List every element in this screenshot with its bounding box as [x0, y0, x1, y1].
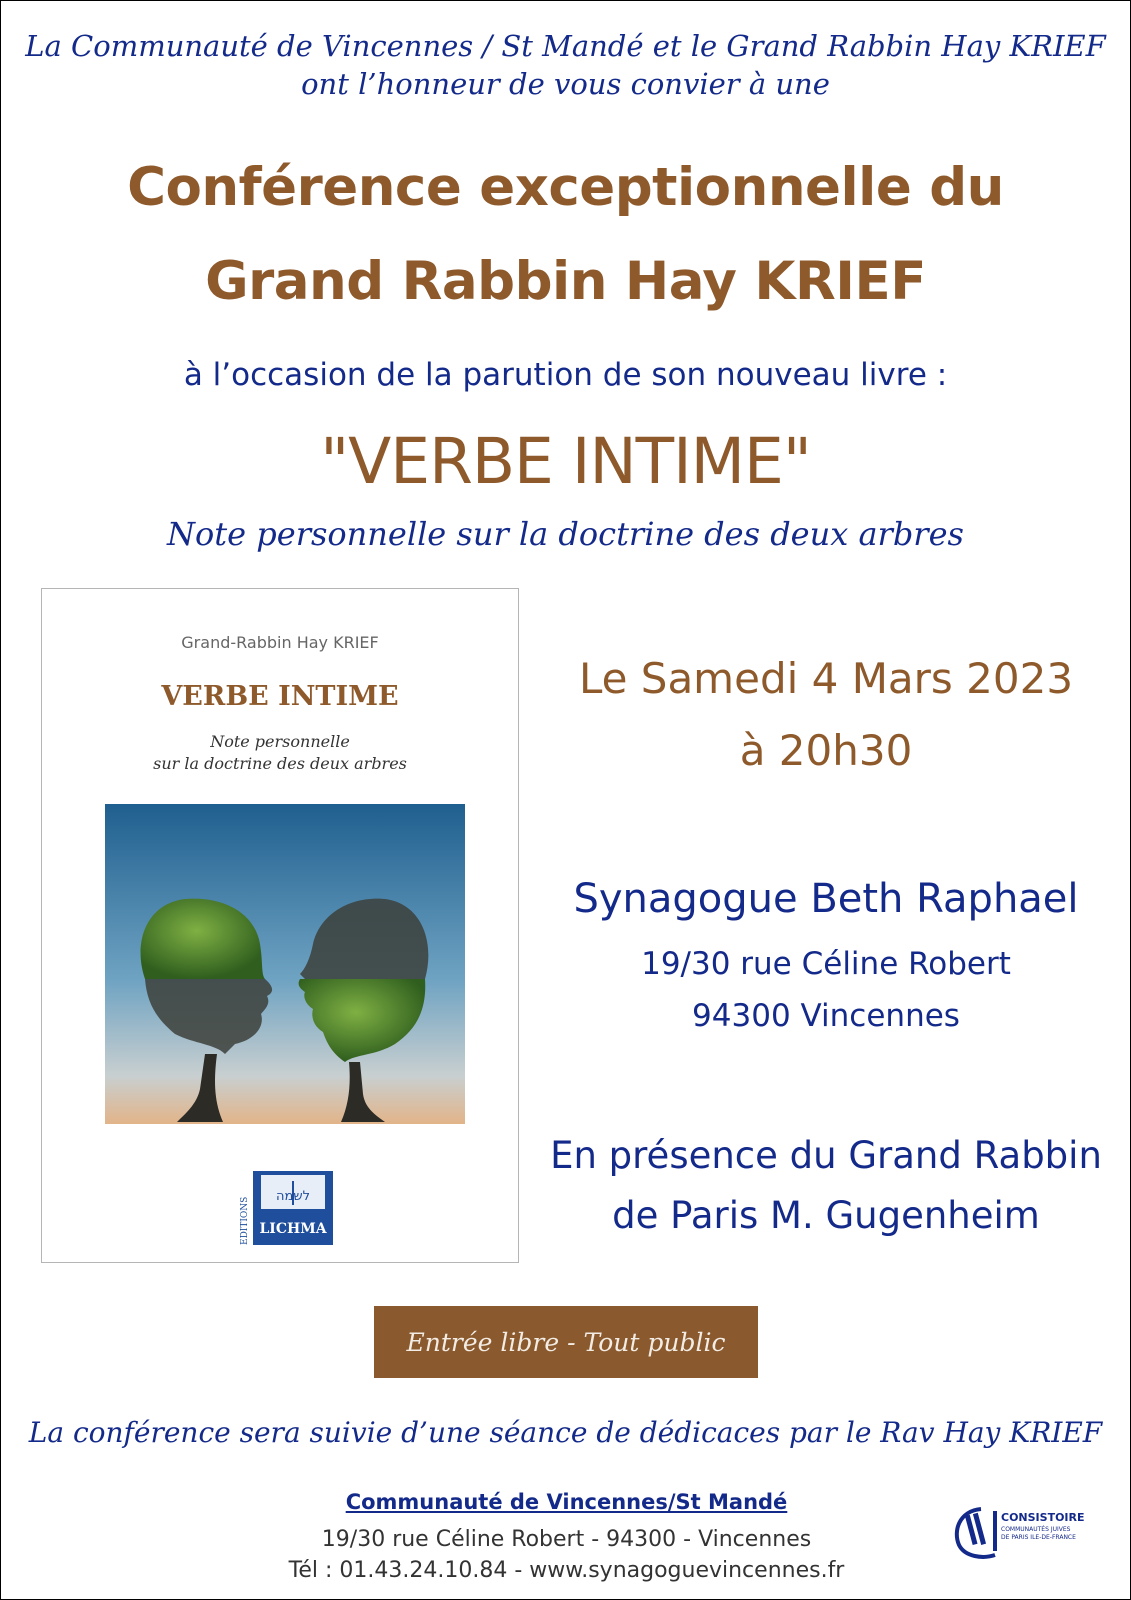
- occasion-text: à l’occasion de la parution de son nouveau livre :: [183, 357, 948, 393]
- consistoire-line-1: CONSISTOIRE: [1001, 1511, 1085, 1524]
- followup-text: La conférence sera suivie d’une séance de dédicaces par le Rav Hay KRIEF: [28, 1416, 1103, 1449]
- book-subtitle: Note personnelle sur la doctrine des deux arbres: [167, 515, 964, 553]
- entry-badge: Entrée libre - Tout public: [374, 1306, 758, 1378]
- publisher-vertical: EDITIONS: [240, 1196, 250, 1245]
- publisher-hebrew: לשמה: [276, 1189, 310, 1204]
- consistoire-line-3: DE PARIS ILE-DE-FRANCE: [1001, 1534, 1076, 1541]
- invitation-line-1: La Communauté de Vincennes / St Mandé et le Grand Rabbin Hay KRIEF: [25, 29, 1106, 63]
- footer-address: 19/30 rue Céline Robert - 94300 - Vincennes: [321, 1527, 812, 1552]
- presence-line-2: de Paris M. Gugenheim: [612, 1194, 1040, 1237]
- invitation-text: [1, 27, 1130, 103]
- venue-address: [521, 938, 1131, 1042]
- event-time: à 20h30: [739, 726, 913, 775]
- book-cover: [41, 588, 519, 1263]
- cover-subtitle-line-1: Note personnelle: [210, 732, 350, 751]
- presence-line-1: En présence du Grand Rabbin: [550, 1134, 1102, 1177]
- consistoire-line-2: COMMUNAUTÉS JUIVES: [1001, 1526, 1071, 1533]
- publisher-logo: [237, 1169, 337, 1249]
- venue-street: 19/30 rue Céline Robert: [641, 946, 1011, 982]
- main-title-line-2: Grand Rabbin Hay KRIEF: [205, 251, 926, 312]
- venue-name: Synagogue Beth Raphael: [573, 876, 1079, 922]
- event-date: Le Samedi 4 Mars 2023: [578, 654, 1074, 703]
- cover-subtitle: [42, 731, 518, 775]
- cover-subtitle-line-2: sur la doctrine des deux arbres: [153, 754, 407, 773]
- event-datetime: [521, 643, 1131, 787]
- main-title-line-1: Conférence exceptionnelle du: [127, 157, 1004, 218]
- main-title: [1, 141, 1130, 329]
- guest-presence: [521, 1126, 1131, 1246]
- consistoire-logo: [951, 1501, 1103, 1563]
- footer-contact: Tél : 01.43.24.10.84 - www.synagoguevincennes.fr: [288, 1558, 845, 1583]
- book-title: "VERBE INTIME": [320, 425, 811, 498]
- publisher-name: LICHMA: [259, 1221, 327, 1237]
- footer-organization: Communauté de Vincennes/St Mandé: [345, 1490, 788, 1514]
- venue-city: 94300 Vincennes: [692, 998, 960, 1034]
- invitation-line-2: ont l’honneur de vous convier à une: [301, 67, 830, 101]
- cover-title: VERBE INTIME: [161, 681, 399, 712]
- cover-author: Grand-Rabbin Hay KRIEF: [181, 633, 379, 652]
- cover-illustration: [105, 804, 465, 1124]
